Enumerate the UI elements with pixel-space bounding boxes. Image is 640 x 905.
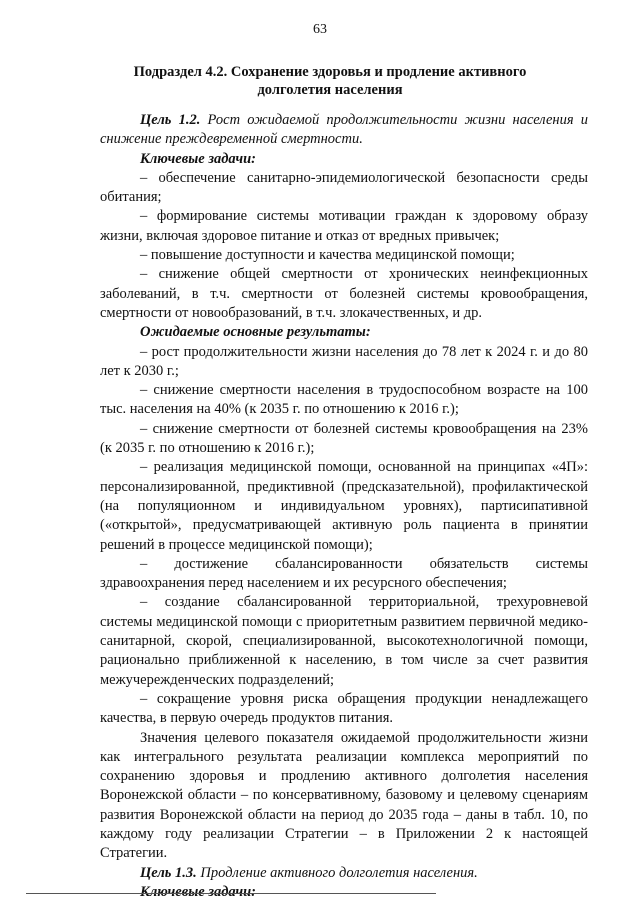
task-item: – повышение доступности и качества медицинской помощи;	[140, 247, 515, 264]
goal-1-2-text: Рост ожидаемой продолжительности жизни населения и снижение преждевременной смертности.	[100, 112, 589, 148]
key-tasks-heading: Ключевые задачи:	[140, 150, 256, 167]
footer-divider	[26, 893, 436, 894]
results-heading: Ожидаемые основные результаты:	[140, 324, 371, 341]
goal-1-3-label: Цель 1.3.	[140, 864, 197, 881]
page-number: 63	[313, 22, 327, 37]
task-item: – снижение общей смертности от хронических неинфекционных заболеваний, в т.ч. смертности от болезней системы кровообращения, смертности от новообразований, в т.ч. злокачественных, и др.	[100, 266, 588, 321]
goal-1-2-label: Цель 1.2.	[140, 112, 201, 128]
summary-paragraph: Значения целевого показателя ожидаемой продолжительности жизни как интегрального результата реализации комплекса мероприятий по сохранению здоровья и продлению активного долголетия населения Воронежской области – по консервативному, базовому и целевому сценариям развития Воронежской области на период до 2035 года – даны в табл. 10, по каждому году реализации Стратегии – в Приложении 2 к настоящей Стратегии.	[100, 729, 588, 862]
task-item: – формирование системы мотивации граждан к здоровому образу жизни, включая здоровое питание и отказ от вредных привычек;	[100, 208, 588, 244]
goal-1-3-text: Продление активного долголетия населения.	[200, 864, 478, 881]
goal-1-2	[100, 111, 588, 150]
result-item: – рост продолжительности жизни населения до 78 лет к 2024 г. и до 80 лет к 2030 г.;	[100, 343, 588, 379]
task-item: – обеспечение санитарно-эпидемиологической безопасности среды обитания;	[100, 169, 588, 206]
result-item: – сокращение уровня риска обращения продукции ненадлежащего качества, в первую очередь продуктов питания.	[100, 690, 588, 727]
result-item: – создание сбалансированной территориальной, трехуровневой системы медицинской помощи с приоритетным развитием первичной медико-санитарной, скорой, специализированной, высокотехнологичной помощи, рационально приближенной к населению, в том числе за счет развития межучережденческих подразделений;	[100, 594, 588, 688]
result-item: – снижение смертности от болезней системы кровообращения на 23% (к 2035 г. по отношению к 2016 г.);	[100, 420, 588, 457]
key-tasks-heading-2: Ключевые задачи:	[140, 883, 256, 900]
section-title: Подраздел 4.2. Сохранение здоровья и продление активного долголетия населения	[133, 64, 527, 98]
result-item: – снижение смертности населения в трудоспособном возрасте на 100 тыс. населения на 40% (к 2035 г. по отношению к 2016 г.);	[100, 382, 588, 418]
goal-1-3	[100, 864, 588, 883]
result-item: – реализация медицинской помощи, основанной на принципах «4П»: персонализированной, предиктивной (предсказательной), профилактической (на популяционном и индивидуальном уровнях), партисипативной («открытой», предусматривающей активную роль пациента в принятии решений в процессе медицинской помощи);	[100, 459, 588, 553]
document-body	[100, 111, 588, 902]
result-item: – достижение сбалансированности обязательств системы здравоохранения перед населением и их ресурсного обеспечения;	[100, 555, 588, 592]
